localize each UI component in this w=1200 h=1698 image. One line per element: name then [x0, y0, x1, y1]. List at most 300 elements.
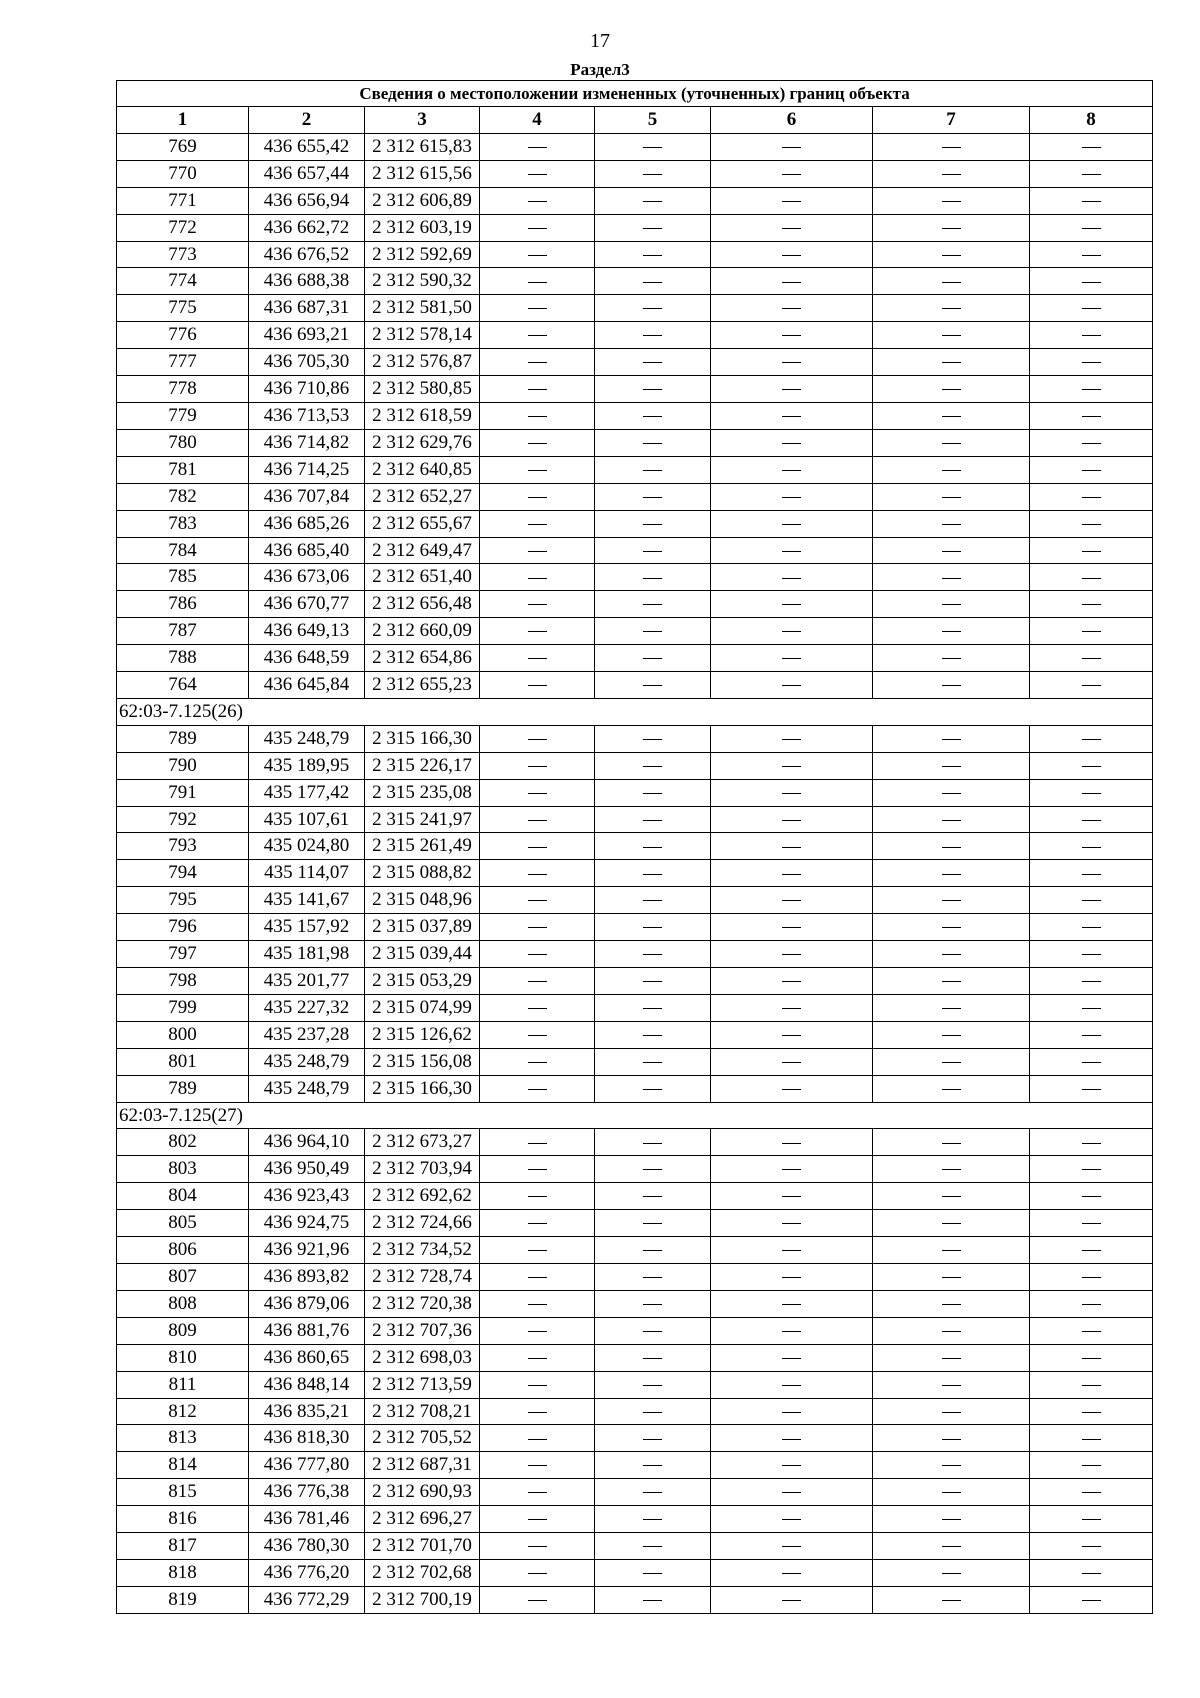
y-coordinate-cell: 2 312 692,62	[365, 1183, 480, 1210]
empty-cell	[595, 1183, 711, 1210]
dash-mark	[528, 201, 547, 202]
point-number-cell: 815	[117, 1479, 249, 1506]
empty-cell	[480, 322, 595, 349]
empty-cell	[1030, 295, 1153, 322]
point-number-cell: 790	[117, 752, 249, 779]
x-coordinate-cell: 436 780,30	[249, 1533, 365, 1560]
dash-mark	[528, 1035, 547, 1036]
x-coordinate-cell: 436 705,30	[249, 349, 365, 376]
dash-mark	[1082, 1089, 1101, 1090]
dash-mark	[643, 631, 662, 632]
empty-cell	[711, 1344, 873, 1371]
x-coordinate-cell: 435 237,28	[249, 1021, 365, 1048]
dash-mark	[782, 1519, 801, 1520]
dash-mark	[782, 1035, 801, 1036]
empty-cell	[1030, 322, 1153, 349]
x-coordinate-cell: 436 655,42	[249, 133, 365, 160]
point-number-cell: 764	[117, 672, 249, 699]
empty-cell	[873, 618, 1030, 645]
empty-cell	[1030, 672, 1153, 699]
point-number-cell: 799	[117, 994, 249, 1021]
group-label: 62:03-7.125(26)	[117, 698, 1153, 725]
dash-mark	[528, 1304, 547, 1305]
empty-cell	[595, 672, 711, 699]
dash-mark	[942, 1331, 961, 1332]
dash-mark	[643, 174, 662, 175]
dash-mark	[942, 981, 961, 982]
dash-mark	[643, 362, 662, 363]
empty-cell	[595, 1506, 711, 1533]
empty-cell	[873, 591, 1030, 618]
empty-cell	[711, 941, 873, 968]
empty-cell	[480, 672, 595, 699]
point-number-cell: 809	[117, 1317, 249, 1344]
y-coordinate-cell: 2 315 261,49	[365, 833, 480, 860]
y-coordinate-cell: 2 315 074,99	[365, 994, 480, 1021]
empty-cell	[711, 1290, 873, 1317]
empty-cell	[873, 1506, 1030, 1533]
point-number-cell: 802	[117, 1129, 249, 1156]
x-coordinate-cell: 436 656,94	[249, 187, 365, 214]
empty-cell	[480, 214, 595, 241]
dash-mark	[643, 308, 662, 309]
dash-mark	[643, 1143, 662, 1144]
dash-mark	[528, 147, 547, 148]
table-row	[117, 860, 1153, 887]
table-row	[117, 1452, 1153, 1479]
y-coordinate-cell: 2 312 705,52	[365, 1425, 480, 1452]
empty-cell	[1030, 914, 1153, 941]
dash-mark	[643, 1304, 662, 1305]
column-header: 7	[873, 107, 1030, 134]
table-row	[117, 510, 1153, 537]
empty-cell	[480, 456, 595, 483]
point-number-cell: 819	[117, 1586, 249, 1613]
dash-mark	[782, 335, 801, 336]
empty-cell	[873, 510, 1030, 537]
dash-mark	[528, 820, 547, 821]
dash-mark	[1082, 1546, 1101, 1547]
dash-mark	[528, 1196, 547, 1197]
empty-cell	[595, 483, 711, 510]
table-row	[117, 456, 1153, 483]
empty-cell	[873, 160, 1030, 187]
point-number-cell: 800	[117, 1021, 249, 1048]
empty-cell	[873, 1398, 1030, 1425]
dash-mark	[643, 1385, 662, 1386]
empty-cell	[711, 994, 873, 1021]
table-row	[117, 725, 1153, 752]
x-coordinate-cell: 436 776,38	[249, 1479, 365, 1506]
empty-cell	[595, 133, 711, 160]
empty-cell	[480, 779, 595, 806]
empty-cell	[480, 941, 595, 968]
point-number-cell: 792	[117, 806, 249, 833]
empty-cell	[480, 1183, 595, 1210]
y-coordinate-cell: 2 312 660,09	[365, 618, 480, 645]
dash-mark	[643, 1035, 662, 1036]
empty-cell	[1030, 941, 1153, 968]
empty-cell	[711, 1075, 873, 1102]
dash-mark	[528, 1089, 547, 1090]
x-coordinate-cell: 436 921,96	[249, 1237, 365, 1264]
empty-cell	[711, 725, 873, 752]
y-coordinate-cell: 2 312 707,36	[365, 1317, 480, 1344]
column-header: 1	[117, 107, 249, 134]
empty-cell	[873, 833, 1030, 860]
dash-mark	[782, 443, 801, 444]
empty-cell	[711, 833, 873, 860]
empty-cell	[1030, 187, 1153, 214]
dash-mark	[1082, 1143, 1101, 1144]
dash-mark	[643, 201, 662, 202]
empty-cell	[480, 1425, 595, 1452]
empty-cell	[873, 672, 1030, 699]
dash-mark	[782, 1358, 801, 1359]
empty-cell	[711, 1452, 873, 1479]
dash-mark	[643, 954, 662, 955]
dash-mark	[528, 685, 547, 686]
empty-cell	[711, 914, 873, 941]
empty-cell	[480, 1452, 595, 1479]
empty-cell	[711, 1237, 873, 1264]
table-row	[117, 1263, 1153, 1290]
dash-mark	[528, 766, 547, 767]
empty-cell	[873, 1183, 1030, 1210]
empty-cell	[711, 1210, 873, 1237]
point-number-cell: 773	[117, 241, 249, 268]
empty-cell	[873, 1559, 1030, 1586]
dash-mark	[643, 766, 662, 767]
table-row	[117, 914, 1153, 941]
table-row	[117, 376, 1153, 403]
empty-cell	[1030, 483, 1153, 510]
x-coordinate-cell: 436 688,38	[249, 268, 365, 295]
point-number-cell: 771	[117, 187, 249, 214]
dash-mark	[643, 874, 662, 875]
dash-mark	[643, 604, 662, 605]
y-coordinate-cell: 2 312 655,23	[365, 672, 480, 699]
table-row	[117, 1317, 1153, 1344]
y-coordinate-cell: 2 312 703,94	[365, 1156, 480, 1183]
dash-mark	[643, 1089, 662, 1090]
point-number-cell: 777	[117, 349, 249, 376]
y-coordinate-cell: 2 312 700,19	[365, 1586, 480, 1613]
dash-mark	[782, 1546, 801, 1547]
empty-cell	[595, 618, 711, 645]
empty-cell	[480, 1559, 595, 1586]
dash-mark	[643, 1492, 662, 1493]
empty-cell	[595, 1452, 711, 1479]
x-coordinate-cell: 436 772,29	[249, 1586, 365, 1613]
table-row	[117, 1237, 1153, 1264]
dash-mark	[782, 255, 801, 256]
x-coordinate-cell: 436 923,43	[249, 1183, 365, 1210]
empty-cell	[480, 752, 595, 779]
point-number-cell: 769	[117, 133, 249, 160]
point-number-cell: 787	[117, 618, 249, 645]
dash-mark	[1082, 604, 1101, 605]
empty-cell	[1030, 591, 1153, 618]
dash-mark	[782, 1008, 801, 1009]
empty-cell	[1030, 564, 1153, 591]
dash-mark	[528, 282, 547, 283]
y-coordinate-cell: 2 315 156,08	[365, 1048, 480, 1075]
table-row	[117, 1586, 1153, 1613]
dash-mark	[782, 282, 801, 283]
dash-mark	[1082, 766, 1101, 767]
empty-cell	[1030, 1129, 1153, 1156]
empty-cell	[873, 349, 1030, 376]
empty-cell	[873, 429, 1030, 456]
x-coordinate-cell: 435 114,07	[249, 860, 365, 887]
dash-mark	[782, 1304, 801, 1305]
dash-mark	[782, 927, 801, 928]
empty-cell	[711, 187, 873, 214]
dash-mark	[942, 1196, 961, 1197]
table-row	[117, 645, 1153, 672]
dash-mark	[782, 981, 801, 982]
dash-mark	[1082, 470, 1101, 471]
empty-cell	[711, 1021, 873, 1048]
table-row	[117, 1344, 1153, 1371]
point-number-cell: 806	[117, 1237, 249, 1264]
empty-cell	[480, 564, 595, 591]
y-coordinate-cell: 2 312 698,03	[365, 1344, 480, 1371]
x-coordinate-cell: 436 924,75	[249, 1210, 365, 1237]
empty-cell	[873, 860, 1030, 887]
empty-cell	[1030, 1344, 1153, 1371]
empty-cell	[480, 1317, 595, 1344]
column-header: 5	[595, 107, 711, 134]
dash-mark	[1082, 847, 1101, 848]
table-row	[117, 672, 1153, 699]
empty-cell	[595, 214, 711, 241]
empty-cell	[873, 968, 1030, 995]
point-number-cell: 798	[117, 968, 249, 995]
dash-mark	[1082, 685, 1101, 686]
dash-mark	[643, 1331, 662, 1332]
empty-cell	[1030, 994, 1153, 1021]
empty-cell	[711, 1183, 873, 1210]
dash-mark	[528, 1250, 547, 1251]
dash-mark	[643, 1412, 662, 1413]
empty-cell	[480, 1075, 595, 1102]
y-coordinate-cell: 2 312 690,93	[365, 1479, 480, 1506]
empty-cell	[873, 483, 1030, 510]
empty-cell	[480, 1398, 595, 1425]
point-number-cell: 794	[117, 860, 249, 887]
dash-mark	[942, 793, 961, 794]
dash-mark	[782, 1385, 801, 1386]
y-coordinate-cell: 2 312 701,70	[365, 1533, 480, 1560]
y-coordinate-cell: 2 312 581,50	[365, 295, 480, 322]
dash-mark	[782, 1062, 801, 1063]
empty-cell	[480, 349, 595, 376]
empty-cell	[1030, 133, 1153, 160]
empty-cell	[595, 187, 711, 214]
group-label: 62:03-7.125(27)	[117, 1102, 1153, 1129]
y-coordinate-cell: 2 315 166,30	[365, 725, 480, 752]
dash-mark	[782, 1169, 801, 1170]
y-coordinate-cell: 2 312 652,27	[365, 483, 480, 510]
dash-mark	[942, 1412, 961, 1413]
y-coordinate-cell: 2 312 603,19	[365, 214, 480, 241]
dash-mark	[528, 1600, 547, 1601]
dash-mark	[1082, 1573, 1101, 1574]
empty-cell	[1030, 214, 1153, 241]
dash-mark	[528, 631, 547, 632]
empty-cell	[711, 133, 873, 160]
empty-cell	[711, 510, 873, 537]
empty-cell	[1030, 1479, 1153, 1506]
x-coordinate-cell: 436 649,13	[249, 618, 365, 645]
empty-cell	[595, 779, 711, 806]
dash-mark	[782, 578, 801, 579]
dash-mark	[643, 497, 662, 498]
dash-mark	[782, 900, 801, 901]
empty-cell	[1030, 241, 1153, 268]
table-row	[117, 160, 1153, 187]
empty-cell	[595, 241, 711, 268]
dash-mark	[942, 1600, 961, 1601]
y-coordinate-cell: 2 312 618,59	[365, 402, 480, 429]
dash-mark	[528, 497, 547, 498]
point-number-cell: 776	[117, 322, 249, 349]
dash-mark	[782, 874, 801, 875]
table-row	[117, 1371, 1153, 1398]
empty-cell	[595, 1425, 711, 1452]
empty-cell	[480, 241, 595, 268]
dash-mark	[1082, 1250, 1101, 1251]
point-number-cell: 811	[117, 1371, 249, 1398]
dash-mark	[942, 201, 961, 202]
empty-cell	[711, 376, 873, 403]
empty-cell	[873, 1129, 1030, 1156]
y-coordinate-cell: 2 315 226,17	[365, 752, 480, 779]
dash-mark	[643, 470, 662, 471]
empty-cell	[873, 752, 1030, 779]
dash-mark	[782, 1143, 801, 1144]
y-coordinate-cell: 2 312 655,67	[365, 510, 480, 537]
table-row	[117, 1129, 1153, 1156]
x-coordinate-cell: 436 673,06	[249, 564, 365, 591]
table-row	[117, 402, 1153, 429]
empty-cell	[711, 806, 873, 833]
empty-cell	[711, 1048, 873, 1075]
dash-mark	[1082, 524, 1101, 525]
dash-mark	[782, 470, 801, 471]
empty-cell	[595, 429, 711, 456]
dash-mark	[942, 1519, 961, 1520]
dash-mark	[942, 604, 961, 605]
x-coordinate-cell: 436 777,80	[249, 1452, 365, 1479]
table-body	[117, 133, 1153, 1613]
empty-cell	[595, 1075, 711, 1102]
empty-cell	[1030, 537, 1153, 564]
empty-cell	[873, 187, 1030, 214]
empty-cell	[480, 1048, 595, 1075]
dash-mark	[782, 631, 801, 632]
point-number-cell: 804	[117, 1183, 249, 1210]
empty-cell	[1030, 645, 1153, 672]
dash-mark	[942, 1304, 961, 1305]
point-number-cell: 786	[117, 591, 249, 618]
dash-mark	[1082, 1600, 1101, 1601]
y-coordinate-cell: 2 312 578,14	[365, 322, 480, 349]
dash-mark	[782, 497, 801, 498]
y-coordinate-cell: 2 312 728,74	[365, 1263, 480, 1290]
empty-cell	[480, 618, 595, 645]
dash-mark	[1082, 874, 1101, 875]
dash-mark	[528, 847, 547, 848]
table-row	[117, 187, 1153, 214]
empty-cell	[873, 1075, 1030, 1102]
empty-cell	[480, 429, 595, 456]
dash-mark	[643, 739, 662, 740]
point-number-cell: 780	[117, 429, 249, 456]
dash-mark	[942, 389, 961, 390]
dash-mark	[643, 793, 662, 794]
dash-mark	[528, 604, 547, 605]
table-row	[117, 941, 1153, 968]
dash-mark	[643, 1546, 662, 1547]
dash-mark	[942, 147, 961, 148]
point-number-cell: 788	[117, 645, 249, 672]
y-coordinate-cell: 2 312 615,56	[365, 160, 480, 187]
dash-mark	[782, 820, 801, 821]
dash-mark	[942, 766, 961, 767]
empty-cell	[873, 1290, 1030, 1317]
table-row	[117, 1533, 1153, 1560]
y-coordinate-cell: 2 312 696,27	[365, 1506, 480, 1533]
y-coordinate-cell: 2 312 656,48	[365, 591, 480, 618]
empty-cell	[873, 645, 1030, 672]
dash-mark	[942, 443, 961, 444]
empty-cell	[595, 349, 711, 376]
empty-cell	[711, 160, 873, 187]
dash-mark	[942, 1465, 961, 1466]
empty-cell	[1030, 1317, 1153, 1344]
point-number-cell: 808	[117, 1290, 249, 1317]
dash-mark	[643, 416, 662, 417]
point-number-cell: 772	[117, 214, 249, 241]
empty-cell	[480, 1586, 595, 1613]
empty-cell	[595, 1533, 711, 1560]
y-coordinate-cell: 2 315 053,29	[365, 968, 480, 995]
point-number-cell: 818	[117, 1559, 249, 1586]
point-number-cell: 816	[117, 1506, 249, 1533]
x-coordinate-cell: 436 781,46	[249, 1506, 365, 1533]
y-coordinate-cell: 2 315 048,96	[365, 887, 480, 914]
empty-cell	[480, 268, 595, 295]
dash-mark	[528, 335, 547, 336]
empty-cell	[1030, 1075, 1153, 1102]
dash-mark	[782, 1250, 801, 1251]
dash-mark	[1082, 658, 1101, 659]
dash-mark	[528, 1492, 547, 1493]
empty-cell	[595, 994, 711, 1021]
dash-mark	[528, 900, 547, 901]
empty-cell	[711, 1506, 873, 1533]
dash-mark	[643, 1573, 662, 1574]
empty-cell	[1030, 510, 1153, 537]
dash-mark	[942, 847, 961, 848]
dash-mark	[1082, 1439, 1101, 1440]
empty-cell	[1030, 268, 1153, 295]
table-row	[117, 1210, 1153, 1237]
dash-mark	[942, 1062, 961, 1063]
